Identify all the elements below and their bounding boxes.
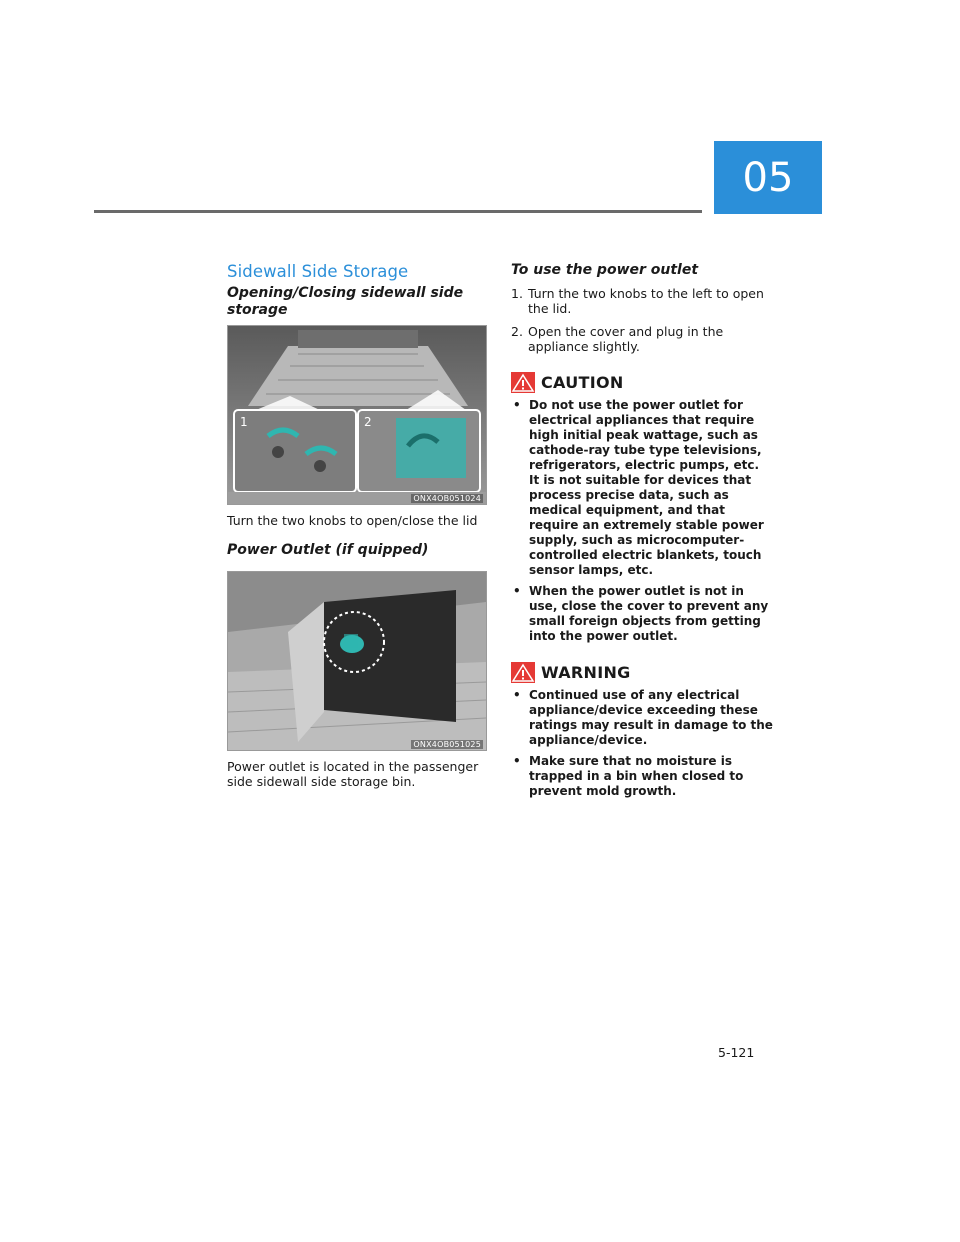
warning-triangle-icon (511, 372, 535, 393)
subhead-use-power-outlet: To use the power outlet (511, 262, 699, 278)
warning-triangle-icon (511, 662, 535, 683)
list-item: • Do not use the power outlet for electrical appliances that require high initial peak wattage, such as cathode-ray tube type televisions, refrigerators, electric pumps, etc. It is not suitable for devices that process precise data, such as medical equipment, and that require an extremely stable power supply, such as microcomputer-controlled electric blankets, touch sensor lamps, etc. (513, 398, 764, 577)
figure-caption: Turn the two knobs to open/close the lid (227, 513, 478, 528)
caution-header (511, 372, 773, 393)
figure-caption: Power outlet is located in the passenger side sidewall side storage bin. (227, 759, 479, 789)
steps-list (511, 286, 773, 354)
left-column (227, 262, 487, 789)
right-column (511, 262, 773, 805)
subhead-opening-closing: Opening/Closing sidewall side storage (227, 285, 464, 318)
list-item: • Make sure that no moisture is trapped in a bin when closed to prevent mold growth. (513, 754, 744, 798)
figure-code: ONX4OB051024 (413, 494, 481, 503)
header-rule (94, 210, 702, 213)
figure-code: ONX4OB051025 (413, 740, 481, 749)
caution-list (511, 398, 773, 644)
figure-power-outlet (227, 571, 487, 751)
page-number: 5-121 (718, 1045, 755, 1060)
figure-sidewall-storage (227, 325, 487, 505)
chapter-tab: 05 (714, 141, 822, 214)
power-outlet-illustration (228, 572, 486, 750)
warning-header (511, 662, 773, 683)
subhead-power-outlet: Power Outlet (if quipped) (227, 542, 429, 558)
warning-list (511, 688, 773, 799)
list-item: 1. Turn the two knobs to the left to open the lid. (511, 286, 764, 316)
list-item: • Continued use of any electrical appliance/device exceeding these ratings may result in damage to the appliance/device. (513, 688, 773, 747)
warning-title: WARNING (541, 663, 631, 682)
svg-text:1: 1 (240, 415, 248, 429)
caution-title: CAUTION (541, 373, 624, 392)
svg-text:2: 2 (364, 415, 372, 429)
section-title: Sidewall Side Storage (227, 262, 409, 281)
truck-bed-illustration (228, 326, 486, 504)
list-item: 2. Open the cover and plug in the appliance slightly. (511, 324, 724, 354)
list-item: • When the power outlet is not in use, close the cover to prevent any small foreign objects from getting into the power outlet. (513, 584, 769, 643)
